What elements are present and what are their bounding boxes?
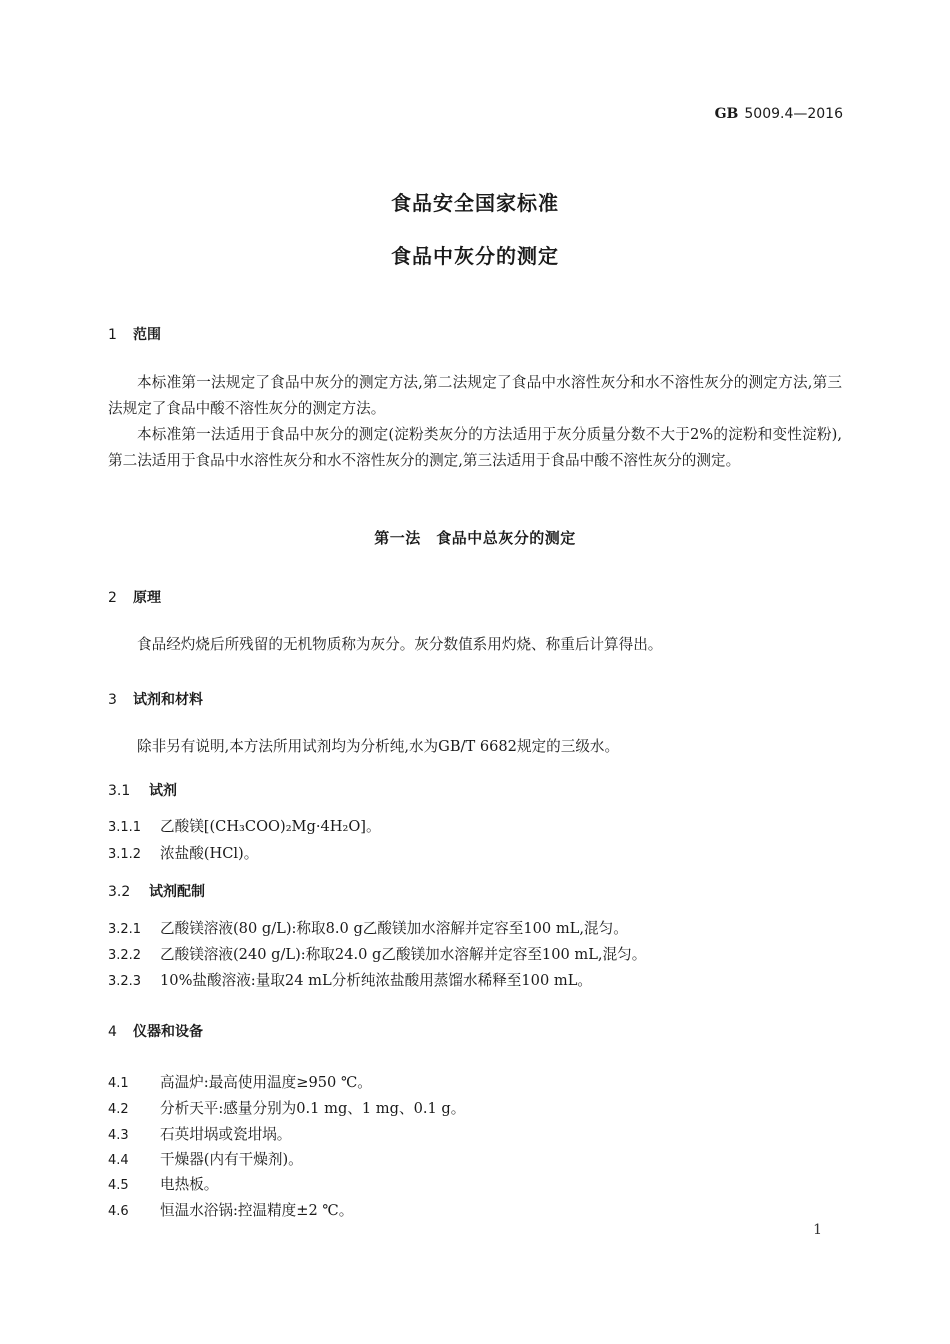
item-4-6: [108, 1199, 353, 1220]
item-4-1: [108, 1071, 372, 1092]
item-number: 3.2.2: [108, 948, 142, 963]
item-text: 电热板。: [160, 1176, 219, 1193]
item-3-1-2: [108, 842, 258, 863]
section-4-heading: [108, 1021, 203, 1041]
item-3-2-1: [108, 917, 628, 938]
section-3-paragraph: 除非另有说明,本方法所用试剂均为分析纯,水为GB/T 6682规定的三级水。: [137, 738, 620, 755]
section-1-paragraph-2: 本标准第一法适用于食品中灰分的测定(淀粉类灰分的方法适用于灰分质量分数不大于2%的淀粉和变性淀粉),第二法适用于食品中水溶性灰分和水不溶性灰分的测定,第三法适用于食品中酸不溶性灰分的测定。: [108, 426, 842, 469]
item-number: 3.2.1: [108, 922, 142, 937]
document-subtitle: 食品中灰分的测定: [391, 244, 559, 268]
item-number: 4.4: [108, 1153, 129, 1168]
item-3-1-1: [108, 815, 381, 836]
section-title: 原理: [133, 590, 161, 606]
item-text: 石英坩埚或瓷坩埚。: [160, 1126, 292, 1143]
item-number: 3.2.3: [108, 974, 142, 989]
item-text: 分析天平:感量分别为0.1 mg、1 mg、0.1 g。: [160, 1100, 466, 1117]
section-3-heading: [108, 689, 203, 709]
section-1-heading: [108, 324, 161, 344]
item-number: 4.5: [108, 1178, 129, 1193]
item-text: 高温炉:最高使用温度≥950 ℃。: [160, 1074, 372, 1091]
section-2-heading: [108, 587, 161, 607]
item-number: 4.6: [108, 1204, 129, 1219]
item-4-5: [108, 1173, 218, 1194]
section-3-1-heading: [108, 780, 177, 800]
page-number: 1: [813, 1222, 822, 1238]
item-3-2-2: [108, 943, 646, 964]
section-number: 1: [108, 327, 117, 343]
item-text: 乙酸镁溶液(80 g/L):称取8.0 g乙酸镁加水溶解并定容至100 mL,混匀。: [160, 920, 628, 937]
item-number: 4.1: [108, 1076, 129, 1091]
section-number: 3.1: [108, 783, 131, 799]
item-3-2-3: [108, 969, 592, 990]
standard-number: [715, 106, 843, 122]
section-number: 3.2: [108, 884, 131, 900]
section-title: 试剂: [149, 783, 177, 799]
item-text: 乙酸镁溶液(240 g/L):称取24.0 g乙酸镁加水溶解并定容至100 mL,混匀。: [160, 946, 647, 963]
item-text: 恒温水浴锅:控温精度±2 ℃。: [160, 1202, 354, 1219]
item-text: 干燥器(内有干燥剂)。: [160, 1151, 303, 1168]
item-number: 3.1.2: [108, 847, 142, 862]
section-number: 2: [108, 590, 117, 606]
section-title: 试剂配制: [149, 884, 205, 900]
item-number: 4.2: [108, 1102, 129, 1117]
section-title: 试剂和材料: [133, 692, 203, 708]
document-title: 食品安全国家标准: [391, 191, 559, 215]
item-4-3: [108, 1123, 291, 1144]
item-4-2: [108, 1097, 465, 1118]
section-2-paragraph: 食品经灼烧后所残留的无机物质称为灰分。灰分数值系用灼烧、称重后计算得出。: [137, 636, 663, 653]
section-number: 4: [108, 1024, 117, 1040]
section-title: 范围: [133, 327, 161, 343]
section-1-paragraph-1: 本标准第一法规定了食品中灰分的测定方法,第二法规定了食品中水溶性灰分和水不溶性灰分的测定方法,第三法规定了食品中酸不溶性灰分的测定方法。: [108, 374, 842, 417]
item-text: 10%盐酸溶液:量取24 mL分析纯浓盐酸用蒸馏水稀释至100 mL。: [160, 972, 592, 989]
item-text: 乙酸镁[(CH₃COO)₂Mg·4H₂O]。: [160, 818, 381, 835]
item-4-4: [108, 1148, 303, 1169]
standard-code: 5009.4—2016: [744, 106, 843, 122]
method-1-title: 第一法 食品中总灰分的测定: [374, 529, 576, 547]
section-title: 仪器和设备: [133, 1024, 203, 1040]
item-number: 3.1.1: [108, 820, 142, 835]
section-3-2-heading: [108, 881, 205, 901]
item-text: 浓盐酸(HCl)。: [160, 845, 259, 862]
standard-prefix: GB: [714, 106, 739, 122]
item-number: 4.3: [108, 1128, 129, 1143]
section-number: 3: [108, 692, 117, 708]
